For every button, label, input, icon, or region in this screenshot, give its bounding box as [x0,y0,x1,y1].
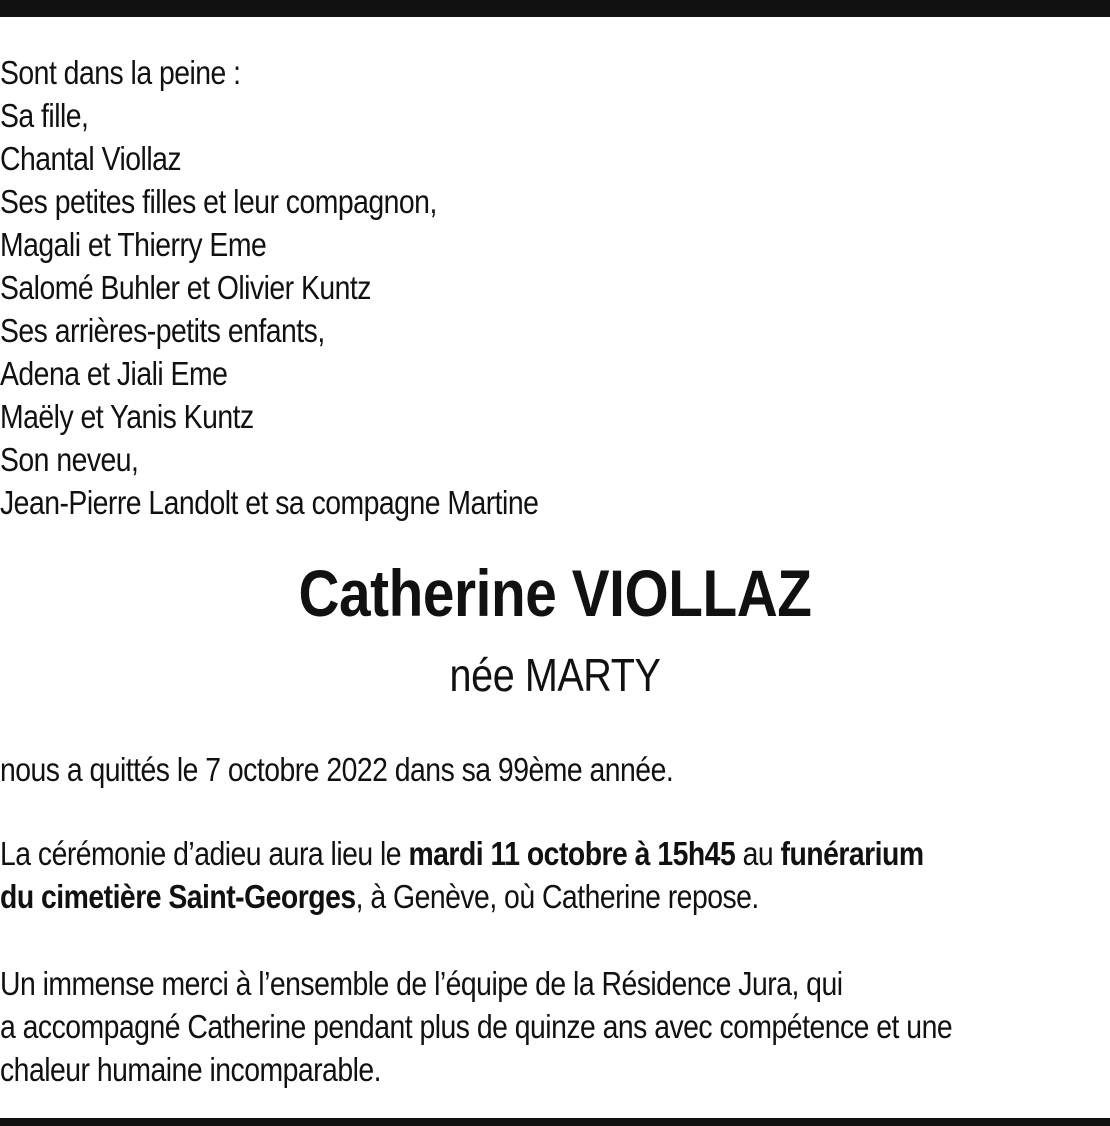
deceased-birth-name: née MARTY [449,649,661,701]
family-line: Maëly et Yanis Kuntz [0,398,254,435]
ceremony-text: au [735,835,781,872]
deceased-name: Catherine VIOLLAZ [298,556,812,630]
family-line: Ses petites filles et leur compagnon, [0,183,437,220]
thanks-paragraph [0,962,952,1091]
family-list [0,51,955,524]
ceremony-line-1 [0,832,924,875]
family-line: Salomé Buhler et Olivier Kuntz [0,269,371,306]
ceremony-place: funérarium [780,835,924,872]
ceremony-text: , à Genève, où Catherine repose. [355,878,759,915]
family-line: Chantal Viollaz [0,140,182,177]
family-line: Jean-Pierre Landolt et sa compagne Martine [0,484,539,521]
family-line: Magali et Thierry Eme [0,226,267,263]
family-line: Sont dans la peine : [0,54,241,91]
family-line: Ses arrières-petits enfants, [0,312,325,349]
ceremony-place: du cimetière Saint-Georges [0,878,356,915]
death-notice [0,748,673,791]
bottom-border-rule [0,1118,1110,1126]
family-line: Adena et Jiali Eme [0,355,228,392]
thanks-line: chaleur humaine incomparable. [0,1051,382,1088]
top-border-rule [0,0,1110,17]
family-line: Son neveu, [0,441,139,478]
family-line: Sa fille, [0,97,89,134]
ceremony-text: La cérémonie d’adieu aura lieu le [0,835,409,872]
death-notice-line: nous a quittés le 7 octobre 2022 dans sa 99ème année. [0,751,674,788]
ceremony-line-2 [0,875,924,918]
thanks-line: a accompagné Catherine pendant plus de quinze ans avec compétence et une [0,1008,953,1045]
ceremony-paragraph [0,832,924,918]
ceremony-date-time: mardi 11 octobre à 15h45 [408,835,736,872]
thanks-line: Un immense merci à l’ensemble de l’équipe de la Résidence Jura, qui [0,965,843,1002]
